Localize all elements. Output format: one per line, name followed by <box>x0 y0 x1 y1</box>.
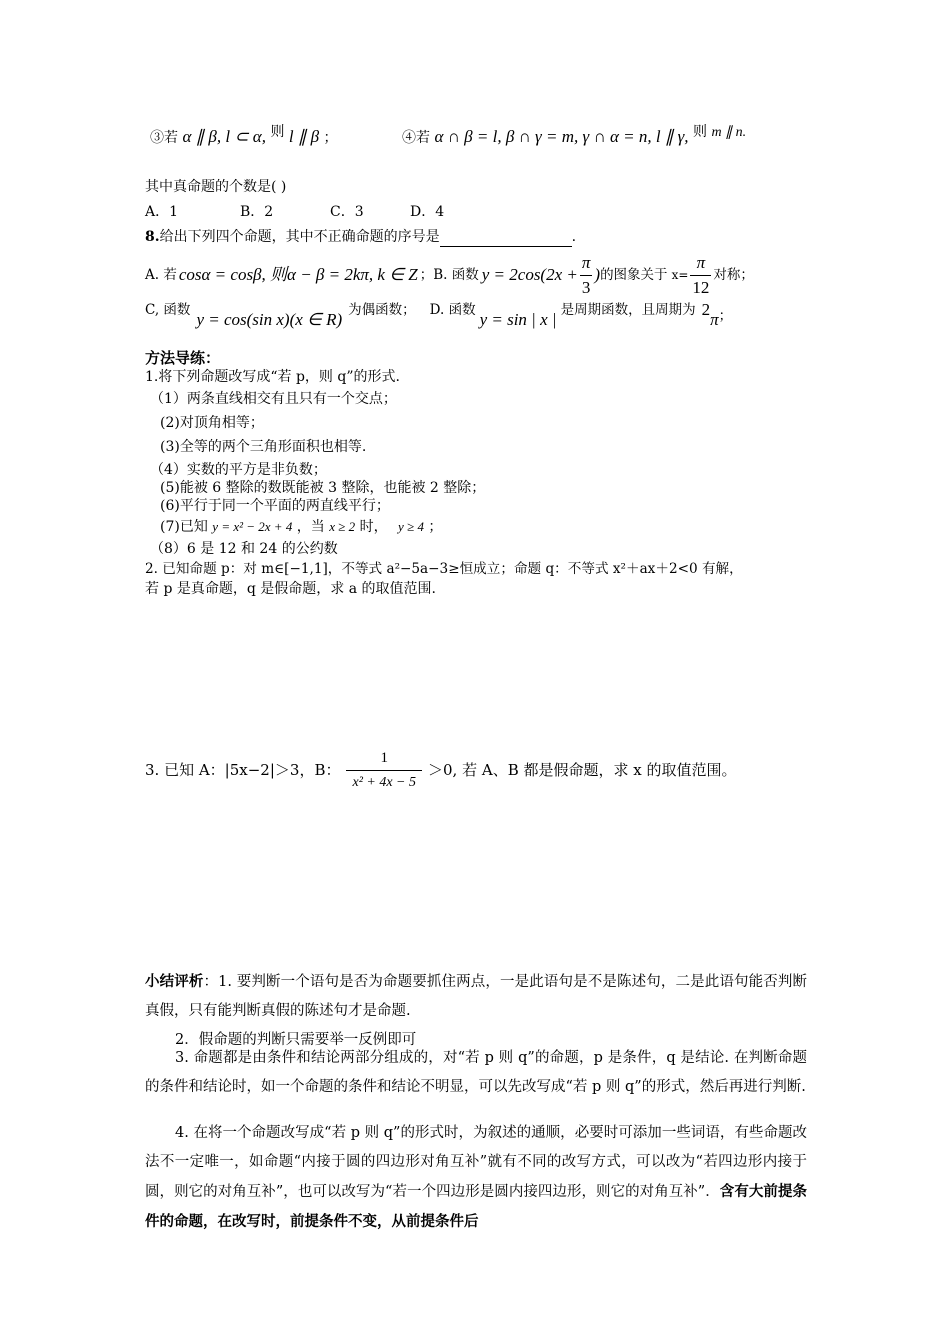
q7-option-b: B．2 <box>240 204 274 220</box>
q8-b-label: B. 函数 <box>433 267 479 283</box>
q8-c-text: 为偶函数； <box>348 302 416 318</box>
method-q1-item7-end: ； <box>428 519 443 535</box>
method-q1-item-7 <box>160 518 442 536</box>
method-q1-item7-expr: y = x² − 2x + 4 <box>212 519 293 534</box>
q8-a-sep: ； <box>419 267 434 283</box>
summary-p3-text: 3. 命题都是由条件和结论两部分组成的，对“若 p 则 q”的命题，p 是条件，q 是结论. 在判断命题的条件和结论时，如一个命题的条件和结论不明显，可以先改写成“若 p 则 q”的形式，然后再进行判断. <box>145 1050 807 1095</box>
q8-a-label: A. 若 <box>145 267 177 283</box>
q8-number: 8. <box>145 229 160 245</box>
method-q1-item7-mid: ，当 <box>296 519 325 535</box>
method-q1-item-6: (6)平行于同一个平面的两直线平行； <box>160 498 390 514</box>
method-q3-fraction <box>346 746 422 795</box>
q8-b-text: 的图象关于 <box>600 267 668 283</box>
q8-d-expr: y = sin | x | <box>479 310 557 329</box>
q8-c-label: C, 函数 <box>145 302 191 318</box>
q8-d-end: ； <box>718 308 733 324</box>
method-q1-item7-concl: y ≥ 4 <box>398 519 424 534</box>
q8-answer-blank[interactable] <box>440 228 572 247</box>
q8-b-expr-post: ) <box>594 265 601 284</box>
summary-heading: 小结评析 <box>145 974 204 990</box>
q7-item4 <box>402 124 747 148</box>
q7-item3-expr: α ∥ β, l ⊂ α, <box>182 127 266 146</box>
summary-p2-text: 2．假命题的判断只需要举一反例即可 <box>175 1032 417 1048</box>
q7-option-a: A．1 <box>145 204 179 220</box>
method-q1-item-5: (5)能被 6 整除的数既能被 3 整除，也能被 2 整除； <box>160 480 486 496</box>
method-q1-item-1: （1）两条直线相交有且只有一个交点； <box>150 391 397 407</box>
method-q1-intro: 1.将下列命题改写成“若 p，则 q”的形式. <box>145 369 400 385</box>
method-q1-item7-cond: x ≥ 2 <box>329 519 356 534</box>
summary-p1 <box>145 968 807 1026</box>
method-q3 <box>145 745 736 795</box>
q8-a-expr: cosα = cosβ, 则α − β = 2kπ, k ∈ Z <box>178 265 418 284</box>
q7-item3-label: ③若 <box>150 130 178 146</box>
q8-d-text: 是周期函数，且周期为 <box>560 302 696 318</box>
q7-option-c: C．3 <box>330 204 364 220</box>
q7-item4-expr: α ∩ β = l, β ∩ γ = m, γ ∩ α = n, l ∥ γ, <box>434 127 689 146</box>
summary-p4-text: 4. 在将一个命题改写成“若 p 则 q”的形式时，为叙述的通顺，必要时可添加一些词语，有些命题改法不一定唯一，如命题“内接于圆的四边形对角互补”就有不同的改写方式，可以改为“若四边形内接于圆，则它的对角互补”，也可以改写为“若一个四边形是圆内接四边形，则它的对角互补”． <box>145 1125 807 1200</box>
q7-question: 其中真命题的个数是( ) <box>145 179 287 195</box>
q7-option-d: D．4 <box>410 204 445 220</box>
summary-p3 <box>145 1044 807 1102</box>
q8-line-cd <box>145 302 732 330</box>
method-q3-num: 1 <box>380 749 388 766</box>
q8-b-frac2-num: π <box>696 252 706 272</box>
method-q3-post: ＞0, 若 A、B 都是假命题，求 x 的取值范围。 <box>428 761 737 779</box>
method-q3-den: x² + 4x − 5 <box>346 770 422 795</box>
q7-item3 <box>150 124 338 147</box>
q8-b-fraction2 <box>690 251 711 300</box>
method-q1-item-2: (2)对顶角相等； <box>160 415 264 431</box>
q8-b-frac-den: 3 <box>580 275 593 300</box>
q8-b-end: 对称； <box>713 267 754 283</box>
q8-d-label: D. 函数 <box>429 302 476 318</box>
summary-p1-text: ：1. 要判断一个语句是否为命题要抓住两点，一是此语句是不是陈述句，二是此语句能否判断真假，只有能判断真假的陈述句才是命题. <box>145 974 807 1019</box>
method-q2-line1: 2. 已知命题 p：对 m∈[−1,1]，不等式 a²−5a−3≥恒成立；命题 q：不等式 x²＋ax＋2<0 有解， <box>145 561 743 577</box>
q8-d-value: 2 <box>701 300 711 319</box>
q8-b-x: x= <box>671 268 689 282</box>
q8-b-expr-pre: y = 2cos(2x + <box>481 265 578 284</box>
q7-item4-label: ④若 <box>402 130 430 146</box>
q8-c-expr: y = cos(sin x)(x ∈ R) <box>196 310 343 329</box>
q8-b-frac2-den: 12 <box>690 275 711 300</box>
method-q1-item7-then: 时， <box>359 519 388 535</box>
q8-question <box>145 228 576 247</box>
summary-p4-bold: 含有大前提条件的命题，在改写时，前提条件不变，从前提条件后 <box>145 1183 807 1230</box>
method-q1-item-8: （8）6 是 12 和 24 的公约数 <box>150 541 338 557</box>
q8-b-fraction <box>580 251 593 300</box>
q8-d-pi: π <box>710 310 719 329</box>
q7-item4-conclusion: m ∥ n. <box>711 125 747 140</box>
q8-b-frac-num: π <box>581 252 591 272</box>
q7-item4-then: 则 <box>693 124 708 140</box>
method-q1-item7-label: (7)已知 <box>160 519 208 535</box>
q7-item3-then: 则 <box>270 124 285 140</box>
q7-item3-sep: ； <box>323 130 338 146</box>
method-q1-item-4: （4）实数的平方是非负数； <box>150 462 327 478</box>
q7-options <box>145 203 444 221</box>
summary-p4 <box>145 1119 807 1237</box>
q7-item3-conclusion: l ∥ β <box>288 127 320 146</box>
q8-text: 给出下列四个命题，其中不正确命题的序号是 <box>159 229 440 245</box>
q8-end: . <box>571 229 577 245</box>
method-q1-item-3: (3)全等的两个三角形面积也相等. <box>160 439 367 455</box>
q8-line-ab <box>145 250 754 300</box>
method-q3-pre: 3. 已知 A：|5x−2|＞3，B： <box>145 761 341 779</box>
method-heading: 方法导练： <box>145 349 221 367</box>
method-q2-line2: 若 p 是真命题，q 是假命题，求 a 的取值范围. <box>145 581 436 597</box>
